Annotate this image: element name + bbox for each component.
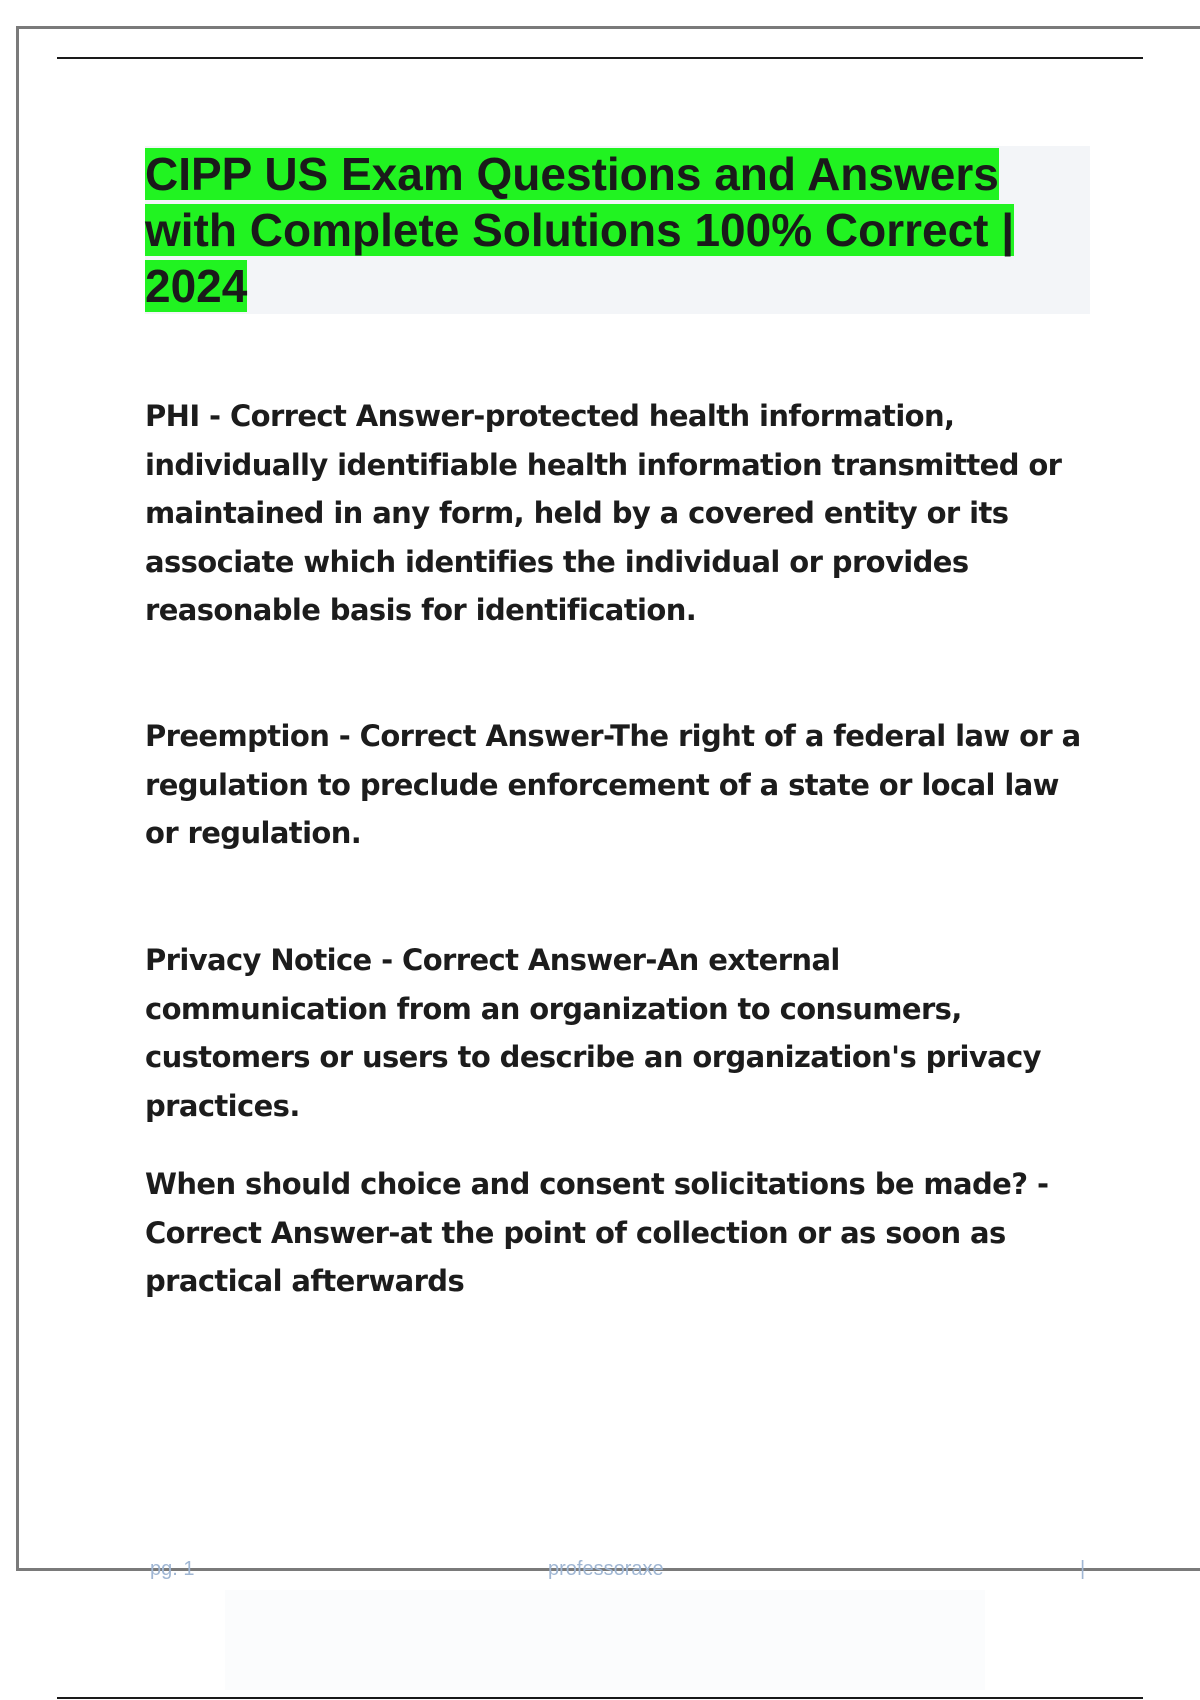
footer-faint-area (225, 1590, 985, 1690)
footer-brand: professoraxe (548, 1558, 664, 1580)
qa-entry-phi: PHI - Correct Answer-protected health information, individually identifiable health information transmitted or maintained in any form, held by a covered entity or its associate which identifies the individual or provides reasonable basis for identification. (145, 399, 1062, 627)
header-rule (57, 57, 1143, 59)
title-block (145, 146, 1090, 314)
footer-page-number: pg. 1 (150, 1558, 195, 1580)
footer-separator: | (1080, 1558, 1086, 1580)
title-highlight: CIPP US Exam Questions and Answers with Complete Solutions 100% Correct | 2024 (145, 148, 1015, 312)
bottom-rule (57, 1697, 1143, 1699)
qa-entry-privacy-notice: Privacy Notice - Correct Answer-An external communication from an organization to consumers, customers or users to describe an organization's privacy practices. (145, 943, 1041, 1123)
qa-entry-preemption: Preemption - Correct Answer-The right of a federal law or a regulation to preclude enforcement of a state or local law or regulation. (145, 719, 1081, 850)
qa-entry-choice-consent: When should choice and consent solicitations be made? - Correct Answer-at the point of collection or as soon as practical afterwards (145, 1167, 1049, 1298)
document-title (145, 146, 1090, 314)
